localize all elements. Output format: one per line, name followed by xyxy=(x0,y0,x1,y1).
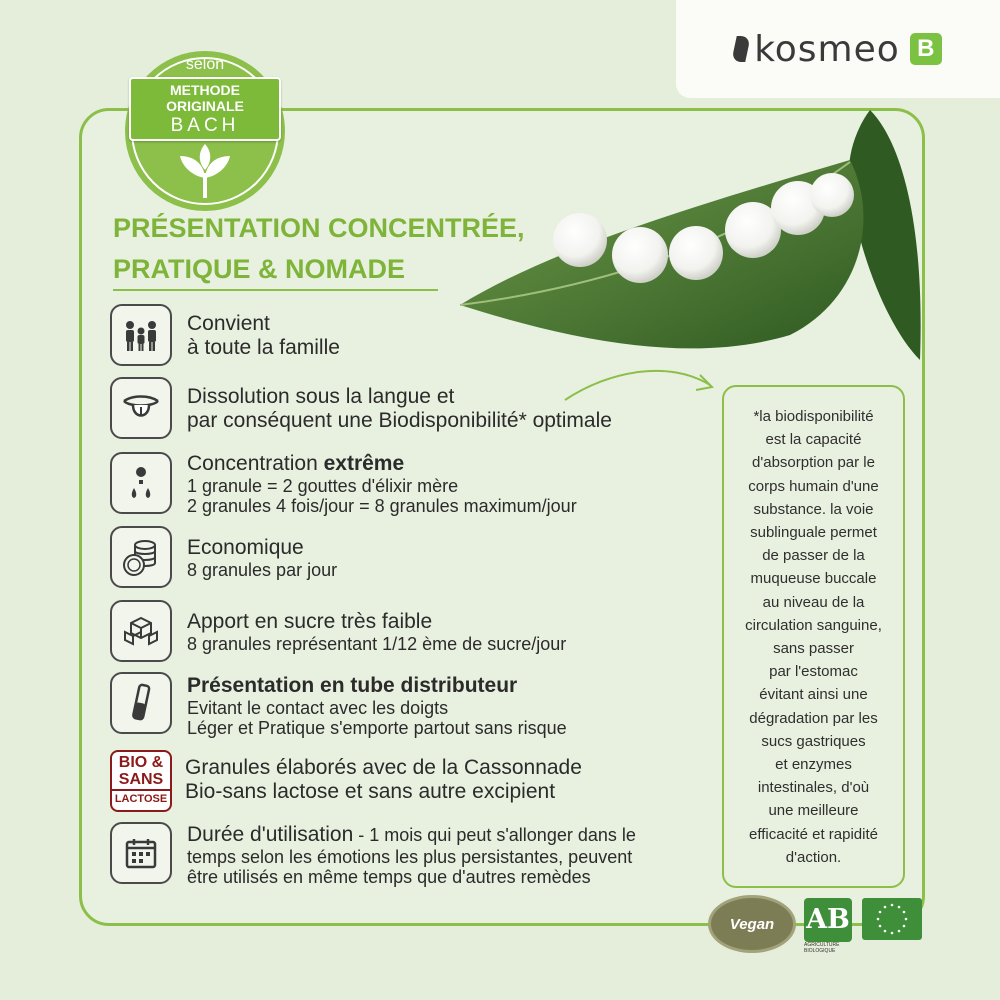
note-line: circulation sanguine, xyxy=(745,616,882,634)
title-line-1: PRÉSENTATION CONCENTRÉE, xyxy=(113,213,525,243)
feature-duration-line-1: temps selon les émotions les plus persistantes, peuvent xyxy=(187,847,633,867)
feature-concentration-heading: Concentration xyxy=(187,452,324,475)
feature-family-line: à toute la famille xyxy=(187,336,340,359)
note-line: par l'estomac xyxy=(769,663,858,681)
ab-organic-label xyxy=(804,898,852,954)
ab-caption-2: BIOLOGIQUE xyxy=(804,948,836,954)
feature-tube-line-2: Léger et Pratique s'emporte partout sans risque xyxy=(187,718,567,738)
bach-method-badge xyxy=(122,48,288,214)
eu-leaf-logo-icon xyxy=(862,898,922,940)
note-line: est la capacité xyxy=(765,431,862,449)
badge-line-1: METHODE xyxy=(170,82,240,98)
note-line: d'absorption par le xyxy=(752,454,875,472)
note-line: une meilleure xyxy=(768,802,859,820)
note-line: sublinguale permet xyxy=(750,524,877,542)
ab-caption-1: AGRICULTURE xyxy=(804,942,840,948)
brand-name: kosmeo xyxy=(754,28,900,70)
feature-duration-line-2: être utilisés en même temps que d'autres remèdes xyxy=(187,867,591,887)
feature-concentration-line-1: 1 granule = 2 gouttes d'élixir mère xyxy=(187,476,459,496)
note-line: de passer de la xyxy=(762,547,865,565)
feature-family-heading: Convient xyxy=(187,312,270,335)
bio-icon-line-1: BIO & xyxy=(118,754,164,771)
feature-sublingual-heading: Dissolution sous la langue et xyxy=(187,385,455,408)
sugar-cubes-icon xyxy=(110,600,172,662)
feature-concentration-emphasis: extrême xyxy=(323,452,405,475)
bioavailability-note xyxy=(722,385,905,888)
brand-suffix: B xyxy=(910,33,942,65)
vegan-text: Vegan xyxy=(729,915,775,933)
note-line: dégradation par les xyxy=(749,709,878,727)
note-line: d'action. xyxy=(785,848,842,866)
feature-bio-line: Bio-sans lactose et sans autre excipient xyxy=(185,780,556,803)
note-line: efficacité et rapidité xyxy=(749,825,878,843)
eu-organic-label xyxy=(862,898,922,954)
note-line: évitant ainsi une xyxy=(759,686,868,704)
note-line: sans passer xyxy=(773,640,854,658)
title-divider xyxy=(113,289,438,291)
family-icon xyxy=(110,304,172,366)
feature-sugar-heading: Apport en sucre très faible xyxy=(187,610,433,633)
title-line-2: PRATIQUE & NOMADE xyxy=(113,254,406,284)
bio-icon-line-3: LACTOSE xyxy=(112,789,170,808)
note-line: substance. la voie xyxy=(753,500,874,518)
ab-logo: AB xyxy=(804,898,852,942)
note-line: et enzymes xyxy=(775,756,852,774)
badge-line-2: ORIGINALE xyxy=(166,98,244,114)
drops-icon xyxy=(110,452,172,514)
feature-sugar-line: 8 granules représentant 1/12 ème de sucre/jour xyxy=(187,634,567,654)
feature-duration-heading-rest: - 1 mois qui peut s'allonger dans le xyxy=(353,825,636,845)
feature-tube-heading: Présentation en tube distributeur xyxy=(187,674,518,697)
calendar-icon xyxy=(110,822,172,884)
vegan-label xyxy=(708,895,796,953)
feature-bio-heading: Granules élaborés avec de la Cassonnade xyxy=(185,756,582,779)
tube-icon xyxy=(110,672,172,734)
note-line: *la biodisponibilité xyxy=(753,408,874,425)
leaf-logo-icon xyxy=(731,36,751,62)
feature-duration-heading: Durée d'utilisation xyxy=(187,823,354,846)
bio-sans-lactose-icon xyxy=(110,750,172,812)
coins-icon xyxy=(110,526,172,588)
page-title xyxy=(113,208,525,290)
badge-band xyxy=(129,77,281,141)
feature-economic-heading: Economique xyxy=(187,536,304,559)
bio-icon-line-2: SANS xyxy=(118,771,164,788)
feature-concentration-line-2: 2 granules 4 fois/jour = 8 granules maximum/jour xyxy=(187,496,577,516)
note-line: intestinales, d'où xyxy=(757,779,870,797)
note-line: au niveau de la xyxy=(762,593,865,611)
note-line: sucs gastriques xyxy=(761,732,866,750)
badge-line-3: BACH xyxy=(170,115,240,136)
note-line: muqueuse buccale xyxy=(750,570,877,588)
note-line: corps humain d'une xyxy=(748,477,879,495)
feature-tube-line-1: Evitant le contact avec les doigts xyxy=(187,698,449,718)
badge-selon: selon xyxy=(185,56,225,73)
feature-sublingual-line: par conséquent une Biodisponibilité* optimale xyxy=(187,409,612,432)
brand-logo xyxy=(676,0,1000,98)
feature-economic-line: 8 granules par jour xyxy=(187,560,338,580)
tongue-icon xyxy=(110,377,172,439)
